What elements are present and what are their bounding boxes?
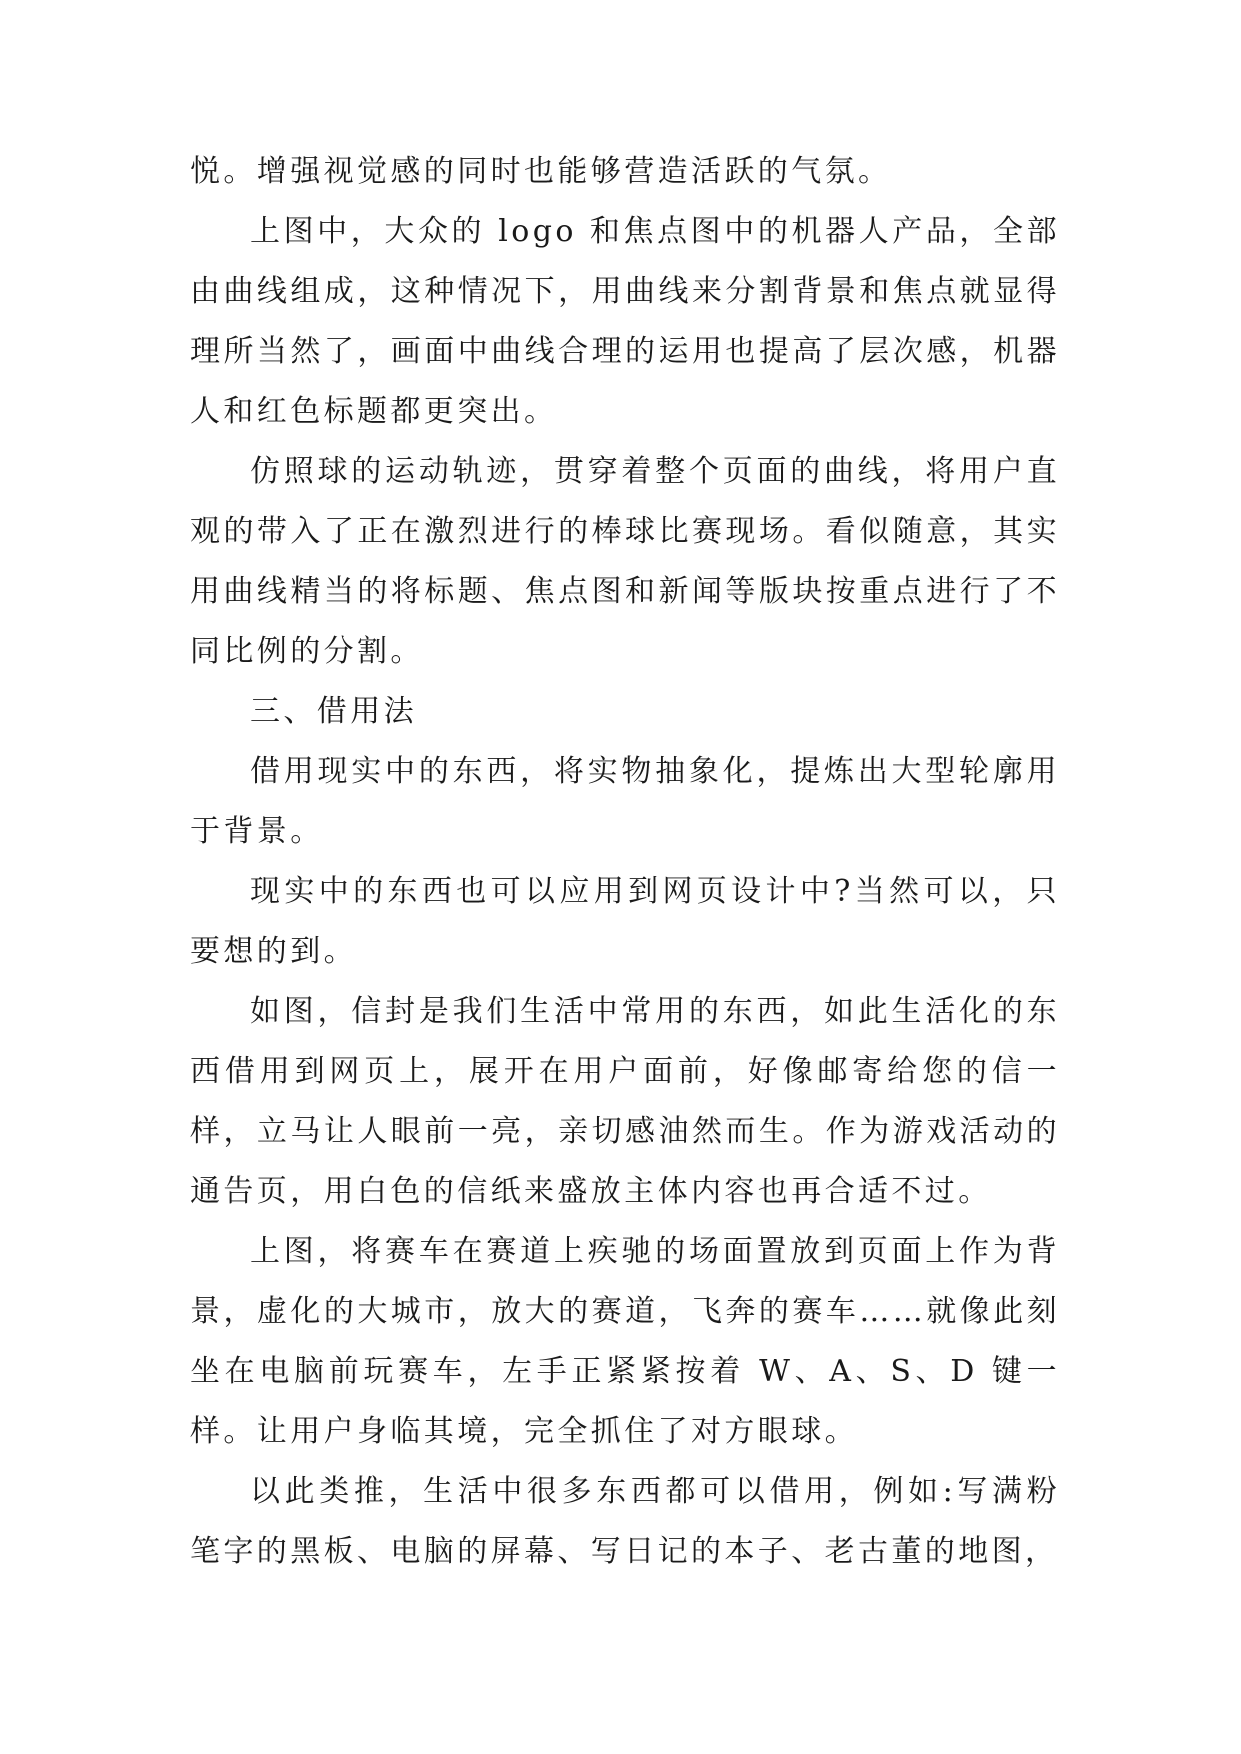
paragraph: 仿照球的运动轨迹，贯穿着整个页面的曲线，将用户直观的带入了正在激烈进行的棒球比赛现场。看似随意，其实用曲线精当的将标题、焦点图和新闻等版块按重点进行了不同比例的分割。 xyxy=(190,454,1060,669)
paragraph: 借用现实中的东西，将实物抽象化，提炼出大型轮廓用于背景。 xyxy=(190,754,1060,849)
section-heading: 三、借用法 xyxy=(250,694,417,729)
paragraph: 上图，将赛车在赛道上疾驰的场面置放到页面上作为背景，虚化的大城市，放大的赛道，飞奔的赛车……就像此刻坐在电脑前玩赛车，左手正紧紧按着 W、A、S、D 键一样。让用户身临其境，完全抓住了对方眼球。 xyxy=(190,1234,1060,1449)
document-page xyxy=(190,142,1060,1582)
paragraph: 现实中的东西也可以应用到网页设计中?当然可以，只要想的到。 xyxy=(190,874,1060,969)
paragraph: 如图，信封是我们生活中常用的东西，如此生活化的东西借用到网页上，展开在用户面前，好像邮寄给您的信一样，立马让人眼前一亮，亲切感油然而生。作为游戏活动的通告页，用白色的信纸来盛放主体内容也再合适不过。 xyxy=(190,994,1060,1209)
paragraph: 悦。增强视觉感的同时也能够营造活跃的气氛。 xyxy=(190,154,892,189)
paragraph: 上图中，大众的 logo 和焦点图中的机器人产品，全部由曲线组成，这种情况下，用曲线来分割背景和焦点就显得理所当然了，画面中曲线合理的运用也提高了层次感，机器人和红色标题都更突出。 xyxy=(190,214,1060,429)
paragraph: 以此类推，生活中很多东西都可以借用，例如:写满粉笔字的黑板、电脑的屏幕、写日记的本子、老古董的地图， xyxy=(190,1474,1060,1569)
